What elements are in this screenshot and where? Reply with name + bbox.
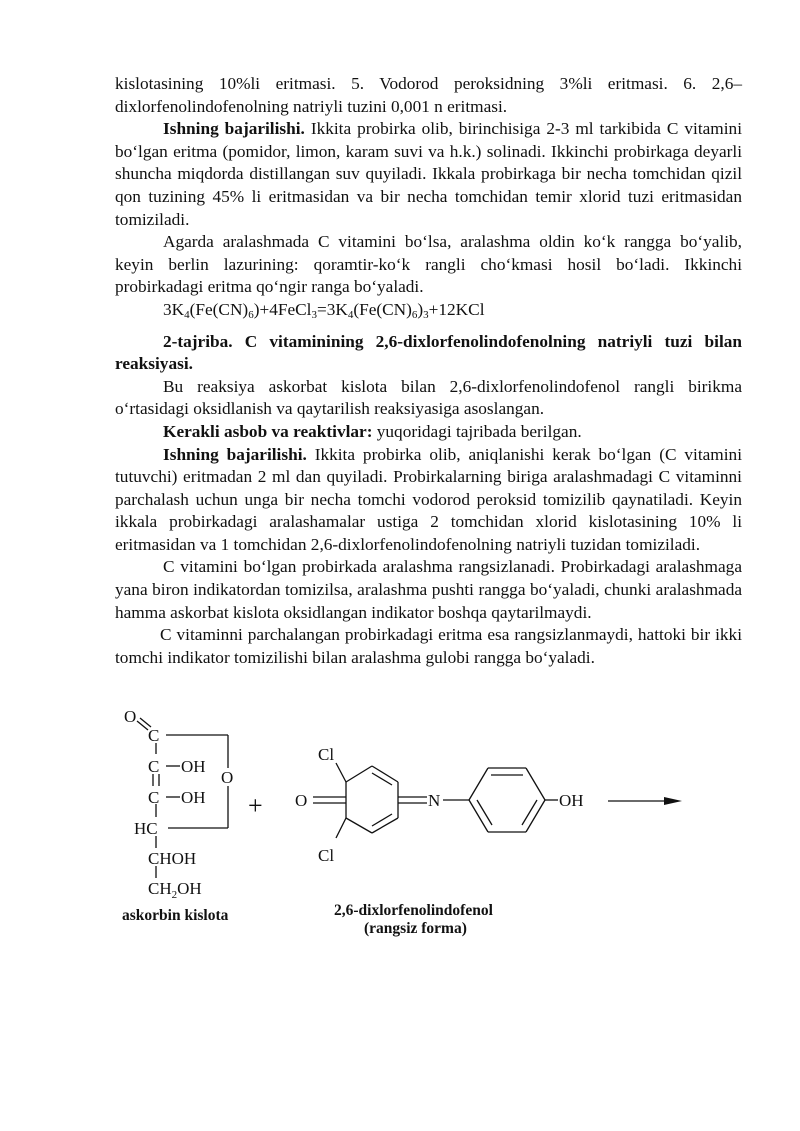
atom-hc: HC xyxy=(134,819,158,838)
paragraph-procedure-2: Ishning bajarilishi. Ikkita probirka olib, aniqlanishi kerak bo‘lgan (C vitamini tutuvchi) eritmadan 2 ml dan quyiladi. Probirkalarning biriga aralashmadagi C vitaminni parchalash uchun unga bir necha tomchi vodorod peroksid tomizilib qaynatiladi. Keyin ikkala probirkadagi aralashamalar ustiga 2 tomchidan xlorid kislotasining 10% li eritmasidan va 1 tomchidan 2,6-dixlorfenolindofenolning natriyli tuzidan tomiziladi. xyxy=(115,444,742,554)
caption-indophenol: 2,6-dixlorfenolindofenol xyxy=(334,902,493,919)
paragraph-reagents-end: kislotasining 10%li eritmasi. 5. Vodorod peroksidning 3%li eritmasi. 6. 2,6–dixlorfenolindofenolning natriyli tuzini 0,001 n eritmasi. xyxy=(115,74,742,116)
paragraph-equipment: Kerakli asbob va reaktivlar: yuqoridagi tajribada berilgan. xyxy=(163,421,582,441)
paragraph-result-3: C vitaminni parchalangan probirkadagi eritma esa rangsizlanmaydi, hattoki bir ikki tomchi indikator tomizilishi bilan aralashma gulobi rangga bo‘yaladi. xyxy=(115,625,742,667)
plus-sign: + xyxy=(248,791,263,820)
paragraph-result-2: C vitamini bo‘lgan probirkada aralashma rangsizlanadi. Probirkadagi aralashmaga yana biron indikatordan tomizilsa, aralashma pushti rangga bo‘yaladi, chunki aralashmada hamma askorbat kislota oksidlangan indikator boshqa qaytarilmaydi. xyxy=(115,557,742,622)
paragraph-result-1: Agarda aralashmada C vitamini bo‘lsa, aralashma oldin ko‘k rangga bo‘yalib, keyin berlin lazurining: qoramtir-ko‘k rangli cho‘kmasi hosil bo‘ladi. Ikkinchi probirkadagi eritma qo‘ngir ranga bo‘yaladi. xyxy=(115,232,742,297)
chlorine-bottom: Cl xyxy=(318,846,335,865)
atom-c2: C xyxy=(148,757,160,776)
reaction-equation: $3K_4(Fe(CN)_6)+4FeCl_3=3K_4(Fe(CN)_6)_3+12KCl$ xyxy=(163,299,485,321)
carbonyl-oxygen: O xyxy=(295,791,308,810)
paragraph-principle: Bu reaksiya askorbat kislota bilan 2,6-dixlorfenolindofenol rangli birikma o‘rtasidagi oksidlanish va qaytarilish reaksiyasiga asoslangan. xyxy=(115,376,742,419)
group-chohoh: CHOH xyxy=(148,849,197,868)
chlorine-top: Cl xyxy=(318,745,335,764)
procedure-label-2: Ishning bajarilishi. xyxy=(163,444,307,464)
phenol-hydroxyl: OH xyxy=(559,791,584,810)
ring-oxygen: O xyxy=(221,768,234,787)
group-ch2oh: $CH_2OH$ xyxy=(148,879,202,901)
atom-c1: C xyxy=(148,726,160,745)
experiment-2-heading: 2-tajriba. C vitaminining 2,6-dixlorfenolindofenolning natriyli tuzi bilan reaksiyasi. xyxy=(115,331,742,374)
atom-c3: C xyxy=(148,788,160,807)
hydroxyl-2: OH xyxy=(181,757,206,776)
atom-o-top: O xyxy=(124,707,137,726)
caption-colorless-form: (rangsiz forma) xyxy=(364,920,467,937)
caption-ascorbic-acid: askorbin kislota xyxy=(122,907,229,924)
procedure-text: Ikkita probirka olib, birinchisiga 2-3 ml tarkibida C vitamini bo‘lgan eritma (pomidor, limon, karam suvi va h.k.) solinadi. Ikkinchi probirkaga deyarli shuncha miqdorda distillangan suv quyiladi. Ikkala probirkaga bir necha tomchidan qizil qon tuzining 45% li eritmasidan va bir necha tomchidan temir xlorid tuzi eritmasidan tomiziladi. xyxy=(115,119,742,229)
equipment-label: Kerakli asbob va reaktivlar: xyxy=(163,421,373,441)
reaction-arrow xyxy=(608,797,682,805)
hydroxyl-3: OH xyxy=(181,788,206,807)
procedure-label: Ishning bajarilishi. xyxy=(163,119,305,139)
imine-nitrogen: N xyxy=(428,791,441,810)
